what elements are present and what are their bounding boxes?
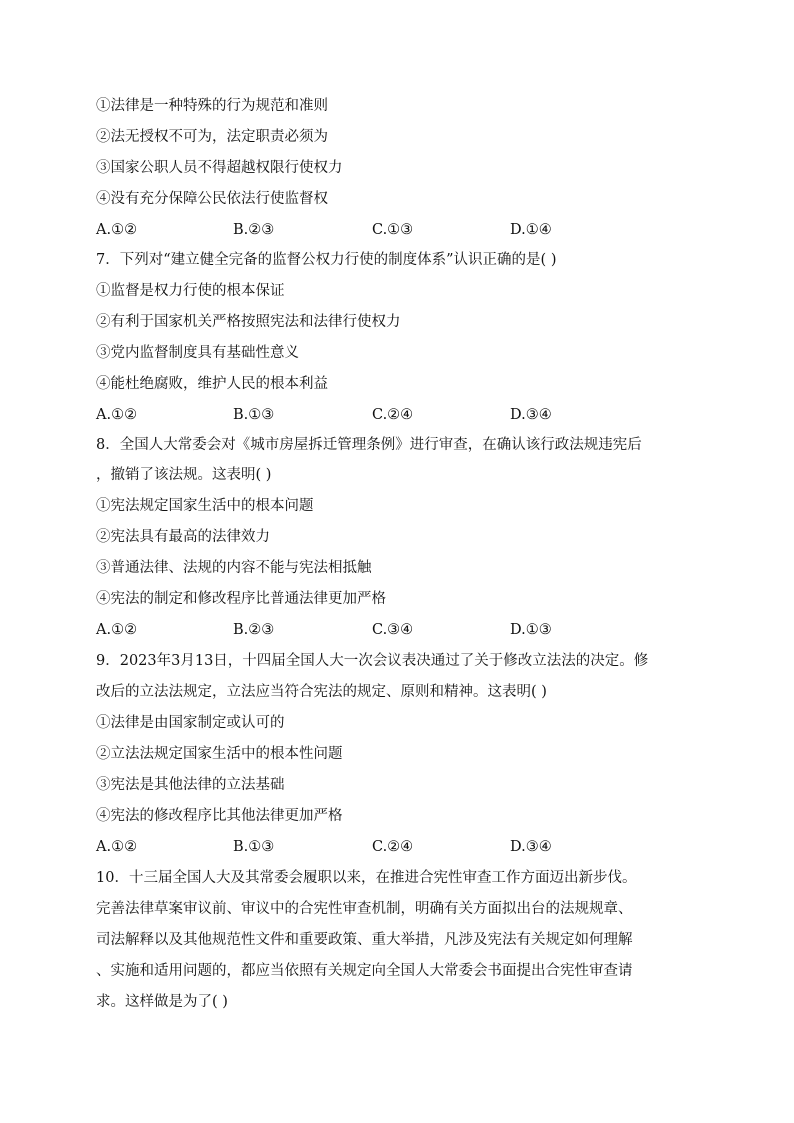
q9-choices xyxy=(96,837,656,857)
q7-choices xyxy=(96,405,656,425)
q9-choice-a: A.①② xyxy=(96,839,138,855)
q6-choice-a: A.①② xyxy=(96,222,138,238)
q6-option-4: ④没有充分保障公民依法行使监督权 xyxy=(96,191,328,207)
q8-choice-d: D.①③ xyxy=(510,622,552,638)
q8-option-3: ③普通法律、法规的内容不能与宪法相抵触 xyxy=(96,560,372,576)
q10-stem-line-3: 司法解释以及其他规范性文件和重要政策、重大举措，凡涉及宪法有关规定如何理解 xyxy=(96,932,633,948)
q8-option-1: ①宪法规定国家生活中的根本问题 xyxy=(96,498,314,514)
q6-choice-b: B.②③ xyxy=(233,222,275,238)
q9-stem-line-1: 9．2023年3月13日，十四届全国人大一次会议表决通过了关于修改立法法的决定。修 xyxy=(96,653,649,669)
q8-choice-b: B.②③ xyxy=(233,622,275,638)
q7-choice-d: D.③④ xyxy=(510,407,552,423)
q9-option-1: ①法律是由国家制定或认可的 xyxy=(96,715,285,731)
q10-stem-line-1: 10．十三届全国人大及其常委会履职以来，在推进合宪性审查工作方面迈出新步伐。 xyxy=(96,870,637,886)
q7-option-2: ②有利于国家机关严格按照宪法和法律行使权力 xyxy=(96,314,401,330)
q8-choice-a: A.①② xyxy=(96,622,138,638)
q9-choice-c: C.②④ xyxy=(372,839,414,855)
q6-choice-d: D.①④ xyxy=(510,222,552,238)
q6-choice-c: C.①③ xyxy=(372,222,414,238)
q8-choices xyxy=(96,620,656,640)
q10-stem-line-2: 完善法律草案审议前、审议中的合宪性审查机制，明确有关方面拟出台的法规规章、 xyxy=(96,901,633,917)
q8-stem-line-1: 8．全国人大常委会对《城市房屋拆迁管理条例》进行审查，在确认该行政法规违宪后 xyxy=(96,437,642,453)
q7-option-3: ③党内监督制度具有基础性意义 xyxy=(96,345,299,361)
q10-stem-line-4: 、实施和适用问题的，都应当依照有关规定向全国人大常委会书面提出合宪性审查请 xyxy=(96,963,633,979)
q6-option-3: ③国家公职人员不得超越权限行使权力 xyxy=(96,160,343,176)
q7-choice-b: B.①③ xyxy=(233,407,275,423)
q8-option-2: ②宪法具有最高的法律效力 xyxy=(96,529,270,545)
q9-option-4: ④宪法的修改程序比其他法律更加严格 xyxy=(96,808,343,824)
q8-choice-c: C.③④ xyxy=(372,622,414,638)
q6-option-1: ①法律是一种特殊的行为规范和准则 xyxy=(96,98,328,114)
q7-stem: 7．下列对“建立健全完备的监督公权力行使的制度体系”认识正确的是( ) xyxy=(96,252,557,268)
q7-option-1: ①监督是权力行使的根本保证 xyxy=(96,283,285,299)
q6-option-2: ②法无授权不可为，法定职责必须为 xyxy=(96,129,328,145)
q6-choices xyxy=(96,220,656,240)
q8-option-4: ④宪法的制定和修改程序比普通法律更加严格 xyxy=(96,591,386,607)
q9-choice-b: B.①③ xyxy=(233,839,275,855)
q7-choice-a: A.①② xyxy=(96,407,138,423)
q7-option-4: ④能杜绝腐败，维护人民的根本利益 xyxy=(96,376,328,392)
q9-choice-d: D.③④ xyxy=(510,839,552,855)
q9-option-3: ③宪法是其他法律的立法基础 xyxy=(96,777,285,793)
q8-stem-line-2: ，撤销了该法规。这表明( ) xyxy=(96,467,272,483)
q9-stem-line-2: 改后的立法法规定，立法应当符合宪法的规定、原则和精神。这表明( ) xyxy=(96,684,547,700)
q10-stem-line-5: 求。这样做是为了( ) xyxy=(96,994,228,1010)
q7-choice-c: C.②④ xyxy=(372,407,414,423)
q9-option-2: ②立法法规定国家生活中的根本性问题 xyxy=(96,746,343,762)
